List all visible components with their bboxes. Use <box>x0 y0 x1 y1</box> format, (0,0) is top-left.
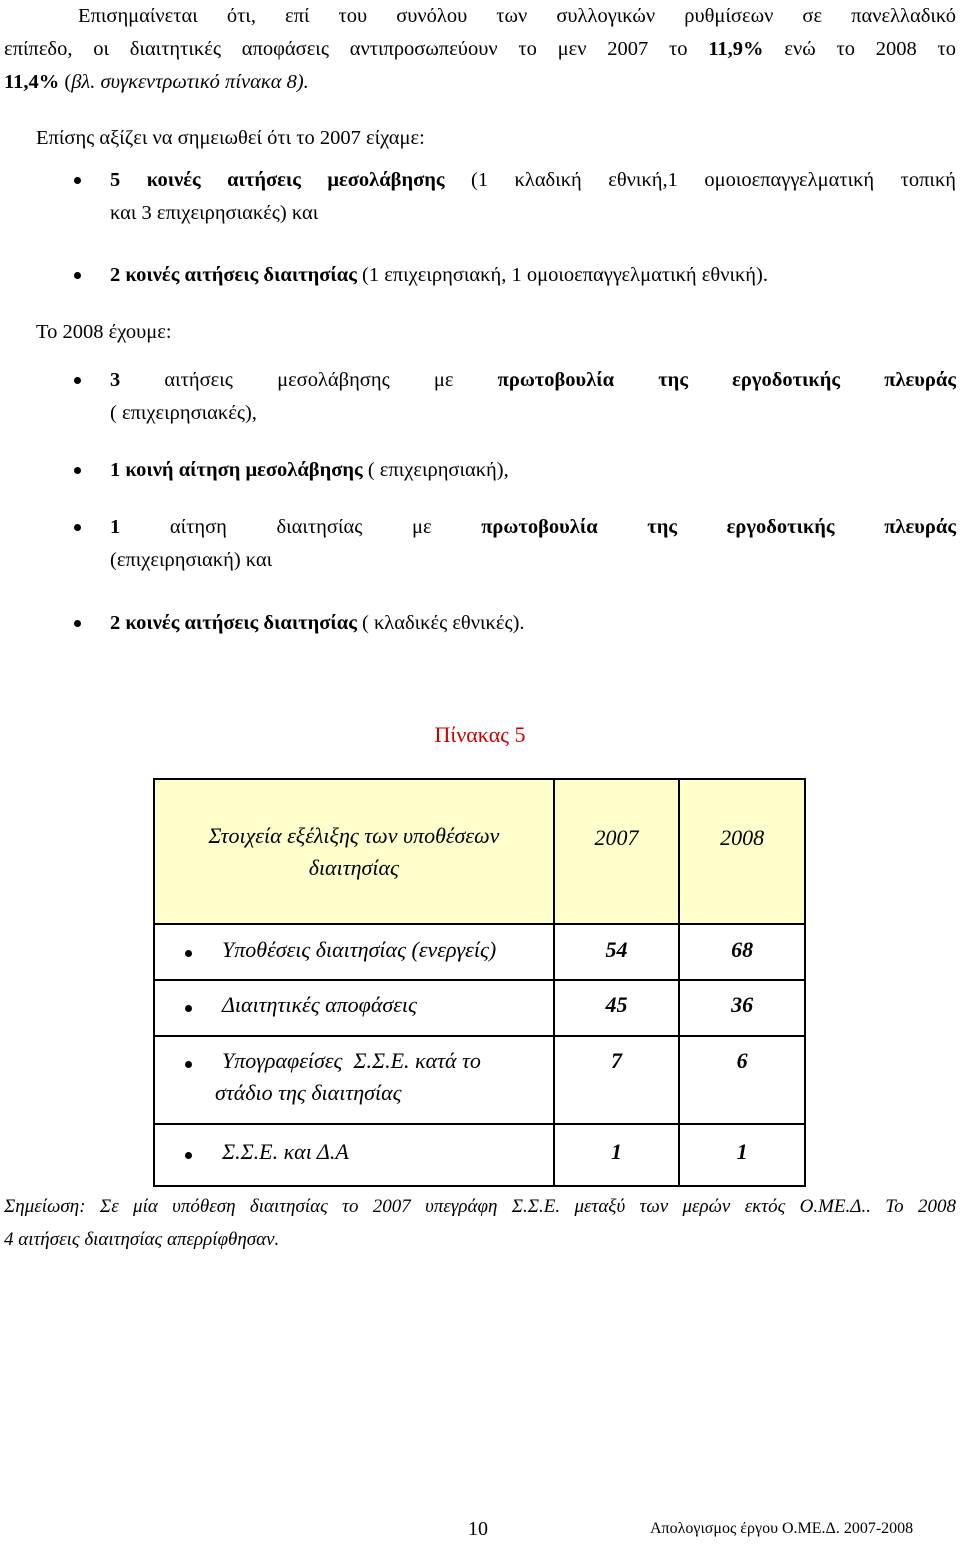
percent-2007: 11,9% <box>708 38 764 60</box>
value-2008: 36 <box>679 980 805 1036</box>
bullet-icon <box>185 1061 192 1068</box>
text: της <box>647 516 678 538</box>
paragraph-2007-intro: Επίσης αξίζει να σημειωθεί ότι το 2007 είχαμε: <box>36 127 425 149</box>
page-number: 10 <box>468 1518 488 1540</box>
text: 1 κοινή αίτηση μεσολάβησης <box>110 459 363 481</box>
text: 2 κοινές αιτήσεις διαιτησίας <box>110 264 357 286</box>
list-item-continuation: και 3 επιχειρησιακές) και <box>110 202 319 224</box>
row-label-cell <box>154 1124 554 1186</box>
row-label-cell <box>154 980 554 1036</box>
list-item <box>110 259 768 292</box>
paragraph-line <box>4 33 956 66</box>
row-label: Υποθέσεις διαιτησίας (ενεργείς) <box>222 937 497 962</box>
text: πλευράς <box>884 516 956 538</box>
cross-reference: βλ. συγκεντρωτικό πίνακα 8). <box>71 71 309 93</box>
table-row <box>154 1124 805 1186</box>
header-label-cell <box>154 779 554 924</box>
text: 1 <box>110 516 121 538</box>
text: ( κλαδικές εθνικές). <box>356 612 525 634</box>
percent-2008: 11,4% <box>4 71 60 93</box>
header-year-2008: 2008 <box>679 779 805 924</box>
value-2008: 1 <box>679 1124 805 1186</box>
table-row <box>154 980 805 1036</box>
row-label: Διαιτητικές αποφάσεις <box>222 992 417 1017</box>
row-label: στάδιο της διαιτησίας <box>215 1080 402 1105</box>
text: εργοδοτικής <box>732 369 841 391</box>
header-year-2007: 2007 <box>554 779 680 924</box>
bullet-icon <box>74 272 81 279</box>
bullet-icon <box>74 377 81 384</box>
text: αίτηση <box>169 516 227 538</box>
value-2007: 1 <box>554 1124 680 1186</box>
value-2007: 54 <box>554 924 680 980</box>
bullet-icon <box>74 177 81 184</box>
text: 5 κοινές αιτήσεις μεσολάβησης <box>110 169 445 191</box>
list-item-continuation: ( επιχειρησιακές), <box>110 402 257 424</box>
table-header-row <box>154 779 805 924</box>
bullet-icon <box>74 467 81 474</box>
bullet-icon <box>185 1005 192 1012</box>
paragraph-line <box>4 66 309 99</box>
text: με <box>433 369 454 391</box>
text: πλευράς <box>884 369 956 391</box>
text: (1 κλαδική εθνική,1 ομοιοεπαγγελματική τοπική <box>444 169 956 191</box>
list-item <box>110 364 956 397</box>
text: πρωτοβουλία <box>481 516 598 538</box>
bullet-icon <box>74 524 81 531</box>
text: με <box>411 516 432 538</box>
text: ( επιχειρησιακή), <box>362 459 509 481</box>
footnote-line: Σημείωση: Σε μία υπόθεση διαιτησίας το 2007 υπεγράφη Σ.Σ.Ε. μεταξύ των μερών εκτός Ο.ΜΕ.Δ.. Το 2008 <box>4 1196 956 1217</box>
table-row <box>154 1036 805 1124</box>
text: αιτήσεις <box>164 369 233 391</box>
text: ενώ το 2008 το <box>763 38 956 60</box>
table-title: Πίνακας 5 <box>434 722 526 747</box>
text: επίπεδο, οι διαιτητικές αποφάσεις αντιπροσωπεύουν το μεν 2007 το <box>4 38 709 60</box>
table-row <box>154 924 805 980</box>
footnote-line: 4 αιτήσεις διαιτησίας απερρίφθησαν. <box>4 1229 280 1250</box>
footnote <box>4 1190 956 1256</box>
row-label-cell <box>154 924 554 980</box>
paragraph-2008-intro: Το 2008 έχουμε: <box>36 321 172 343</box>
text: πρωτοβουλία <box>497 369 615 391</box>
paragraph-line <box>78 0 956 33</box>
text: της <box>658 369 688 391</box>
footer-text: Απολογισμος έργου Ο.ΜΕ.Δ. 2007-2008 <box>650 1520 914 1537</box>
row-label-cell <box>154 1036 554 1124</box>
header-label: διαιτησίας <box>308 854 399 880</box>
list-item <box>110 454 509 487</box>
list-item <box>110 607 525 640</box>
text: 3 <box>110 369 121 391</box>
value-2008: 6 <box>679 1036 805 1124</box>
value-2007: 45 <box>554 980 680 1036</box>
text: ( <box>59 71 72 93</box>
row-label: Σ.Σ.Ε. και Δ.Α <box>222 1139 349 1164</box>
bullet-icon <box>185 1152 192 1159</box>
bullet-icon <box>185 950 192 957</box>
header-label: Στοιχεία εξέλιξης των υποθέσεων <box>208 822 500 848</box>
text: 2 κοινές αιτήσεις διαιτησίας <box>110 612 357 634</box>
bullet-icon <box>74 620 81 627</box>
list-item-continuation: (επιχειρησιακή) και <box>110 549 273 571</box>
text: Επισημαίνεται ότι, επί του συνόλου των συλλογικών ρυθμίσεων σε πανελλαδικό <box>78 5 956 27</box>
value-2008: 68 <box>679 924 805 980</box>
text: διαιτησίας <box>276 516 363 538</box>
text: (1 επιχειρησιακή, 1 ομοιοεπαγγελματική εθνική). <box>356 264 768 286</box>
row-label: Υπογραφείσες Σ.Σ.Ε. κατά το <box>222 1048 481 1073</box>
text: μεσολάβησης <box>277 369 390 391</box>
list-item <box>110 164 956 197</box>
value-2007: 7 <box>554 1036 680 1124</box>
text: εργοδοτικής <box>726 516 835 538</box>
list-item <box>110 511 956 544</box>
arbitration-table <box>153 778 806 1187</box>
